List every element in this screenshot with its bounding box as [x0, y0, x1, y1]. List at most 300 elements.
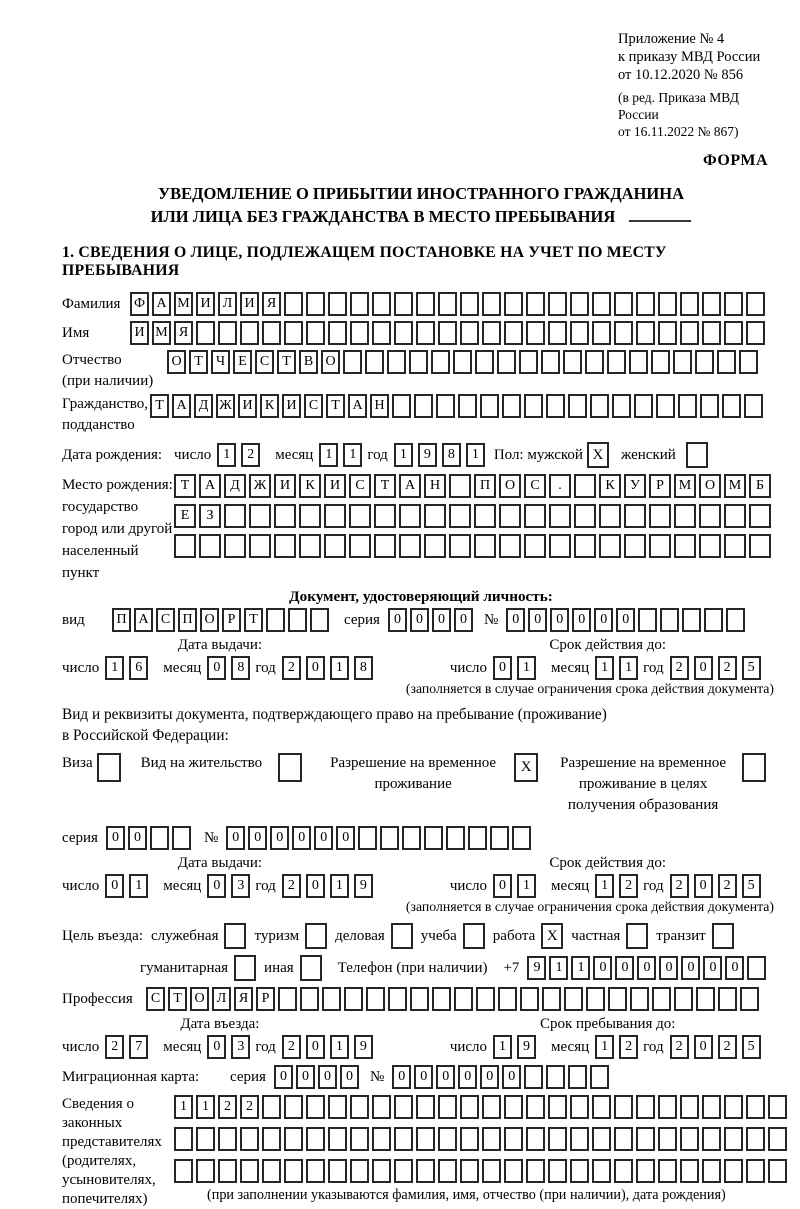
form-cell[interactable]: 2 — [670, 656, 689, 680]
form-cell[interactable] — [724, 292, 743, 316]
form-cell[interactable]: О — [200, 608, 219, 632]
form-cell[interactable]: О — [167, 350, 186, 374]
form-cell[interactable] — [739, 350, 758, 374]
form-cell[interactable] — [262, 1127, 281, 1151]
form-cell[interactable]: Я — [174, 321, 193, 345]
purpose-tourism-checkbox[interactable] — [305, 923, 327, 949]
form-cell[interactable]: 0 — [493, 874, 512, 898]
form-cell[interactable] — [504, 1095, 523, 1119]
form-cell[interactable]: И — [274, 474, 296, 498]
form-cell[interactable] — [476, 987, 495, 1011]
form-cell[interactable] — [746, 1127, 765, 1151]
form-cell[interactable] — [431, 350, 450, 374]
form-cell[interactable]: 1 — [493, 1035, 512, 1059]
form-cell[interactable] — [526, 321, 545, 345]
form-cell[interactable]: Ч — [211, 350, 230, 374]
form-cell[interactable] — [624, 504, 646, 528]
form-cell[interactable] — [284, 292, 303, 316]
form-cell[interactable]: 0 — [392, 1065, 411, 1089]
form-cell[interactable] — [284, 321, 303, 345]
form-cell[interactable] — [199, 534, 221, 558]
form-cell[interactable] — [416, 321, 435, 345]
form-cell[interactable] — [638, 608, 657, 632]
form-cell[interactable] — [674, 504, 696, 528]
form-cell[interactable]: И — [196, 292, 215, 316]
form-cell[interactable]: Н — [424, 474, 446, 498]
form-cell[interactable] — [658, 1127, 677, 1151]
form-cell[interactable] — [480, 394, 499, 418]
form-cell[interactable] — [724, 1127, 743, 1151]
form-cell[interactable] — [702, 1127, 721, 1151]
form-cell[interactable] — [499, 534, 521, 558]
form-cell[interactable]: 0 — [306, 1035, 325, 1059]
form-cell[interactable]: 0 — [106, 826, 125, 850]
form-cell[interactable]: 1 — [549, 956, 568, 980]
form-cell[interactable] — [546, 1065, 565, 1089]
form-cell[interactable] — [548, 292, 567, 316]
form-cell[interactable]: З — [199, 504, 221, 528]
form-cell[interactable]: 8 — [442, 443, 461, 467]
form-cell[interactable] — [747, 956, 766, 980]
form-cell[interactable]: 2 — [619, 1035, 638, 1059]
form-cell[interactable] — [592, 292, 611, 316]
form-cell[interactable]: 1 — [466, 443, 485, 467]
form-cell[interactable]: 0 — [296, 1065, 315, 1089]
form-cell[interactable]: 0 — [616, 608, 635, 632]
form-cell[interactable] — [350, 292, 369, 316]
form-cell[interactable] — [402, 826, 421, 850]
form-cell[interactable] — [324, 534, 346, 558]
form-cell[interactable]: 1 — [394, 443, 413, 467]
form-cell[interactable] — [196, 321, 215, 345]
form-cell[interactable] — [548, 1095, 567, 1119]
form-cell[interactable]: 0 — [410, 608, 429, 632]
form-cell[interactable] — [374, 504, 396, 528]
form-cell[interactable]: Т — [326, 394, 345, 418]
form-cell[interactable] — [262, 1095, 281, 1119]
form-cell[interactable]: 1 — [517, 874, 536, 898]
form-cell[interactable] — [702, 292, 721, 316]
form-cell[interactable]: 0 — [528, 608, 547, 632]
form-cell[interactable]: 0 — [502, 1065, 521, 1089]
form-cell[interactable]: 2 — [670, 1035, 689, 1059]
form-cell[interactable]: 1 — [330, 656, 349, 680]
form-cell[interactable] — [274, 534, 296, 558]
form-cell[interactable] — [497, 350, 516, 374]
form-cell[interactable] — [300, 987, 319, 1011]
form-cell[interactable]: Л — [212, 987, 231, 1011]
form-cell[interactable] — [607, 350, 626, 374]
form-cell[interactable]: 0 — [694, 874, 713, 898]
form-cell[interactable]: 0 — [694, 656, 713, 680]
form-cell[interactable]: В — [299, 350, 318, 374]
form-cell[interactable] — [460, 321, 479, 345]
form-cell[interactable]: 9 — [354, 1035, 373, 1059]
form-cell[interactable]: 1 — [595, 656, 614, 680]
form-cell[interactable]: Т — [174, 474, 196, 498]
purpose-official-checkbox[interactable] — [224, 923, 246, 949]
form-cell[interactable]: М — [174, 292, 193, 316]
form-cell[interactable] — [590, 394, 609, 418]
form-cell[interactable] — [585, 350, 604, 374]
form-cell[interactable] — [499, 504, 521, 528]
form-cell[interactable]: 0 — [292, 826, 311, 850]
form-cell[interactable]: 0 — [594, 608, 613, 632]
form-cell[interactable] — [526, 292, 545, 316]
form-cell[interactable]: 0 — [226, 826, 245, 850]
form-cell[interactable]: 0 — [615, 956, 634, 980]
form-cell[interactable] — [658, 292, 677, 316]
form-cell[interactable] — [542, 987, 561, 1011]
form-cell[interactable] — [744, 394, 763, 418]
form-cell[interactable] — [394, 292, 413, 316]
form-cell[interactable]: 0 — [725, 956, 744, 980]
form-cell[interactable] — [724, 321, 743, 345]
form-cell[interactable]: А — [199, 474, 221, 498]
form-cell[interactable]: К — [599, 474, 621, 498]
form-cell[interactable]: П — [474, 474, 496, 498]
form-cell[interactable] — [399, 534, 421, 558]
form-cell[interactable]: 1 — [343, 443, 362, 467]
form-cell[interactable] — [310, 608, 329, 632]
form-cell[interactable]: Е — [174, 504, 196, 528]
form-cell[interactable]: 1 — [217, 443, 236, 467]
form-cell[interactable]: О — [190, 987, 209, 1011]
form-cell[interactable]: 2 — [282, 874, 301, 898]
form-cell[interactable] — [438, 1095, 457, 1119]
form-cell[interactable]: 0 — [493, 656, 512, 680]
form-cell[interactable] — [592, 321, 611, 345]
form-cell[interactable] — [599, 534, 621, 558]
form-cell[interactable] — [262, 321, 281, 345]
form-cell[interactable] — [460, 1127, 479, 1151]
form-cell[interactable] — [306, 1095, 325, 1119]
form-cell[interactable] — [299, 534, 321, 558]
form-cell[interactable] — [680, 1095, 699, 1119]
residence-permit-checkbox[interactable] — [278, 753, 302, 782]
form-cell[interactable] — [474, 504, 496, 528]
form-cell[interactable]: Ж — [249, 474, 271, 498]
form-cell[interactable] — [590, 1065, 609, 1089]
form-cell[interactable]: 0 — [572, 608, 591, 632]
form-cell[interactable] — [288, 608, 307, 632]
form-cell[interactable] — [649, 504, 671, 528]
form-cell[interactable]: А — [348, 394, 367, 418]
form-cell[interactable] — [249, 504, 271, 528]
purpose-business-checkbox[interactable] — [391, 923, 413, 949]
form-cell[interactable] — [630, 987, 649, 1011]
form-cell[interactable] — [414, 394, 433, 418]
form-cell[interactable] — [458, 394, 477, 418]
form-cell[interactable] — [724, 534, 746, 558]
form-cell[interactable]: 1 — [105, 656, 124, 680]
temp-residence-education-checkbox[interactable] — [742, 753, 766, 782]
form-cell[interactable] — [482, 1127, 501, 1151]
form-cell[interactable]: Е — [233, 350, 252, 374]
form-cell[interactable] — [498, 987, 517, 1011]
visa-checkbox[interactable] — [97, 753, 121, 782]
form-cell[interactable]: 0 — [506, 608, 525, 632]
form-cell[interactable]: О — [321, 350, 340, 374]
form-cell[interactable]: 0 — [550, 608, 569, 632]
form-cell[interactable] — [548, 1127, 567, 1151]
form-cell[interactable]: 2 — [282, 656, 301, 680]
form-cell[interactable]: С — [524, 474, 546, 498]
form-cell[interactable]: 9 — [527, 956, 546, 980]
form-cell[interactable] — [490, 826, 509, 850]
form-cell[interactable]: 0 — [480, 1065, 499, 1089]
form-cell[interactable] — [306, 1127, 325, 1151]
form-cell[interactable]: 0 — [336, 826, 355, 850]
form-cell[interactable]: 0 — [318, 1065, 337, 1089]
form-cell[interactable]: 9 — [517, 1035, 536, 1059]
form-cell[interactable] — [740, 987, 759, 1011]
form-cell[interactable] — [284, 1095, 303, 1119]
form-cell[interactable] — [660, 608, 679, 632]
form-cell[interactable]: 9 — [354, 874, 373, 898]
form-cell[interactable] — [224, 534, 246, 558]
form-cell[interactable]: 2 — [619, 874, 638, 898]
form-cell[interactable]: К — [260, 394, 279, 418]
form-cell[interactable]: Р — [649, 474, 671, 498]
form-cell[interactable] — [512, 826, 531, 850]
form-cell[interactable]: 0 — [306, 874, 325, 898]
form-cell[interactable] — [549, 534, 571, 558]
form-cell[interactable]: 1 — [330, 874, 349, 898]
form-cell[interactable] — [549, 504, 571, 528]
form-cell[interactable]: М — [674, 474, 696, 498]
form-cell[interactable] — [526, 1127, 545, 1151]
form-cell[interactable] — [504, 292, 523, 316]
form-cell[interactable] — [541, 350, 560, 374]
form-cell[interactable] — [524, 534, 546, 558]
form-cell[interactable] — [449, 534, 471, 558]
form-cell[interactable] — [652, 987, 671, 1011]
form-cell[interactable]: О — [499, 474, 521, 498]
form-cell[interactable] — [482, 292, 501, 316]
form-cell[interactable]: И — [238, 394, 257, 418]
form-cell[interactable]: 0 — [105, 874, 124, 898]
form-cell[interactable] — [702, 1095, 721, 1119]
form-cell[interactable]: 1 — [174, 1095, 193, 1119]
form-cell[interactable] — [424, 826, 443, 850]
form-cell[interactable] — [449, 504, 471, 528]
form-cell[interactable] — [680, 1127, 699, 1151]
form-cell[interactable]: 1 — [595, 874, 614, 898]
form-cell[interactable] — [680, 321, 699, 345]
form-cell[interactable] — [278, 987, 297, 1011]
form-cell[interactable] — [614, 292, 633, 316]
form-cell[interactable] — [475, 350, 494, 374]
form-cell[interactable] — [546, 394, 565, 418]
form-cell[interactable] — [717, 350, 736, 374]
form-cell[interactable]: И — [240, 292, 259, 316]
form-cell[interactable]: У — [624, 474, 646, 498]
form-cell[interactable] — [218, 1127, 237, 1151]
form-cell[interactable] — [482, 321, 501, 345]
form-cell[interactable]: Я — [262, 292, 281, 316]
form-cell[interactable] — [218, 321, 237, 345]
form-cell[interactable] — [438, 1127, 457, 1151]
form-cell[interactable] — [570, 292, 589, 316]
form-cell[interactable] — [502, 394, 521, 418]
form-cell[interactable]: 0 — [694, 1035, 713, 1059]
form-cell[interactable]: 9 — [418, 443, 437, 467]
form-cell[interactable] — [704, 608, 723, 632]
form-cell[interactable]: 1 — [619, 656, 638, 680]
form-cell[interactable]: 0 — [270, 826, 289, 850]
form-cell[interactable]: А — [172, 394, 191, 418]
form-cell[interactable] — [249, 534, 271, 558]
form-cell[interactable]: 2 — [718, 1035, 737, 1059]
form-cell[interactable] — [614, 1095, 633, 1119]
form-cell[interactable]: А — [399, 474, 421, 498]
form-cell[interactable]: С — [349, 474, 371, 498]
form-cell[interactable]: М — [724, 474, 746, 498]
form-cell[interactable]: 2 — [241, 443, 260, 467]
form-cell[interactable] — [674, 534, 696, 558]
form-cell[interactable]: С — [146, 987, 165, 1011]
form-cell[interactable] — [658, 1095, 677, 1119]
form-cell[interactable] — [306, 292, 325, 316]
form-cell[interactable]: И — [282, 394, 301, 418]
form-cell[interactable]: А — [152, 292, 171, 316]
form-cell[interactable] — [328, 292, 347, 316]
form-cell[interactable]: 0 — [128, 826, 147, 850]
form-cell[interactable] — [394, 1095, 413, 1119]
form-cell[interactable] — [350, 321, 369, 345]
form-cell[interactable] — [592, 1127, 611, 1151]
form-cell[interactable]: 2 — [670, 874, 689, 898]
form-cell[interactable] — [718, 987, 737, 1011]
form-cell[interactable] — [568, 1065, 587, 1089]
form-cell[interactable] — [636, 1095, 655, 1119]
form-cell[interactable]: 2 — [718, 656, 737, 680]
form-cell[interactable]: 0 — [388, 608, 407, 632]
form-cell[interactable] — [372, 1127, 391, 1151]
form-cell[interactable] — [387, 350, 406, 374]
form-cell[interactable] — [746, 321, 765, 345]
form-cell[interactable]: Т — [168, 987, 187, 1011]
form-cell[interactable] — [372, 292, 391, 316]
form-cell[interactable] — [453, 350, 472, 374]
form-cell[interactable] — [636, 321, 655, 345]
form-cell[interactable] — [651, 350, 670, 374]
form-cell[interactable] — [460, 292, 479, 316]
form-cell[interactable]: 0 — [274, 1065, 293, 1089]
form-cell[interactable]: Р — [222, 608, 241, 632]
female-checkbox[interactable] — [686, 442, 708, 468]
form-cell[interactable] — [416, 1095, 435, 1119]
form-cell[interactable] — [343, 350, 362, 374]
form-cell[interactable]: 3 — [231, 1035, 250, 1059]
form-cell[interactable] — [436, 394, 455, 418]
form-cell[interactable]: 1 — [595, 1035, 614, 1059]
form-cell[interactable]: 0 — [340, 1065, 359, 1089]
form-cell[interactable]: 7 — [129, 1035, 148, 1059]
form-cell[interactable] — [196, 1127, 215, 1151]
form-cell[interactable] — [284, 1127, 303, 1151]
form-cell[interactable] — [172, 826, 191, 850]
form-cell[interactable]: 0 — [703, 956, 722, 980]
form-cell[interactable] — [432, 987, 451, 1011]
purpose-other-checkbox[interactable] — [300, 955, 322, 981]
form-cell[interactable] — [649, 534, 671, 558]
form-cell[interactable] — [695, 350, 714, 374]
form-cell[interactable] — [574, 504, 596, 528]
form-cell[interactable] — [524, 394, 543, 418]
form-cell[interactable] — [722, 394, 741, 418]
form-cell[interactable]: 8 — [354, 656, 373, 680]
form-cell[interactable] — [174, 1127, 193, 1151]
form-cell[interactable] — [468, 826, 487, 850]
form-cell[interactable]: 0 — [681, 956, 700, 980]
form-cell[interactable]: Д — [224, 474, 246, 498]
form-cell[interactable]: О — [699, 474, 721, 498]
form-cell[interactable] — [224, 504, 246, 528]
form-cell[interactable]: П — [112, 608, 131, 632]
form-cell[interactable] — [446, 826, 465, 850]
form-cell[interactable] — [749, 504, 771, 528]
form-cell[interactable] — [563, 350, 582, 374]
form-cell[interactable] — [570, 321, 589, 345]
form-cell[interactable]: 0 — [207, 656, 226, 680]
form-cell[interactable] — [424, 504, 446, 528]
form-cell[interactable] — [380, 826, 399, 850]
form-cell[interactable] — [344, 987, 363, 1011]
form-cell[interactable]: 1 — [319, 443, 338, 467]
form-cell[interactable] — [454, 987, 473, 1011]
form-cell[interactable]: П — [178, 608, 197, 632]
form-cell[interactable] — [768, 1095, 787, 1119]
form-cell[interactable]: С — [304, 394, 323, 418]
form-cell[interactable] — [409, 350, 428, 374]
form-cell[interactable] — [700, 394, 719, 418]
form-cell[interactable]: 0 — [207, 874, 226, 898]
form-cell[interactable]: Т — [244, 608, 263, 632]
form-cell[interactable] — [174, 534, 196, 558]
form-cell[interactable] — [394, 1127, 413, 1151]
form-cell[interactable]: 0 — [454, 608, 473, 632]
form-cell[interactable]: 2 — [718, 874, 737, 898]
form-cell[interactable] — [586, 987, 605, 1011]
form-cell[interactable] — [724, 504, 746, 528]
form-cell[interactable]: Ж — [216, 394, 235, 418]
form-cell[interactable] — [150, 826, 169, 850]
form-cell[interactable] — [699, 504, 721, 528]
form-cell[interactable]: 0 — [314, 826, 333, 850]
form-cell[interactable]: 2 — [240, 1095, 259, 1119]
form-cell[interactable] — [394, 321, 413, 345]
form-cell[interactable] — [768, 1127, 787, 1151]
form-cell[interactable] — [570, 1127, 589, 1151]
form-cell[interactable] — [526, 1095, 545, 1119]
form-cell[interactable]: 8 — [231, 656, 250, 680]
form-cell[interactable]: 0 — [306, 656, 325, 680]
form-cell[interactable] — [746, 292, 765, 316]
form-cell[interactable] — [449, 474, 471, 498]
form-cell[interactable] — [388, 987, 407, 1011]
form-cell[interactable] — [674, 987, 693, 1011]
form-cell[interactable] — [696, 987, 715, 1011]
form-cell[interactable] — [328, 1127, 347, 1151]
purpose-private-checkbox[interactable] — [626, 923, 648, 949]
form-cell[interactable] — [328, 1095, 347, 1119]
form-cell[interactable]: К — [299, 474, 321, 498]
form-cell[interactable] — [519, 350, 538, 374]
form-cell[interactable] — [372, 1095, 391, 1119]
form-cell[interactable] — [702, 321, 721, 345]
